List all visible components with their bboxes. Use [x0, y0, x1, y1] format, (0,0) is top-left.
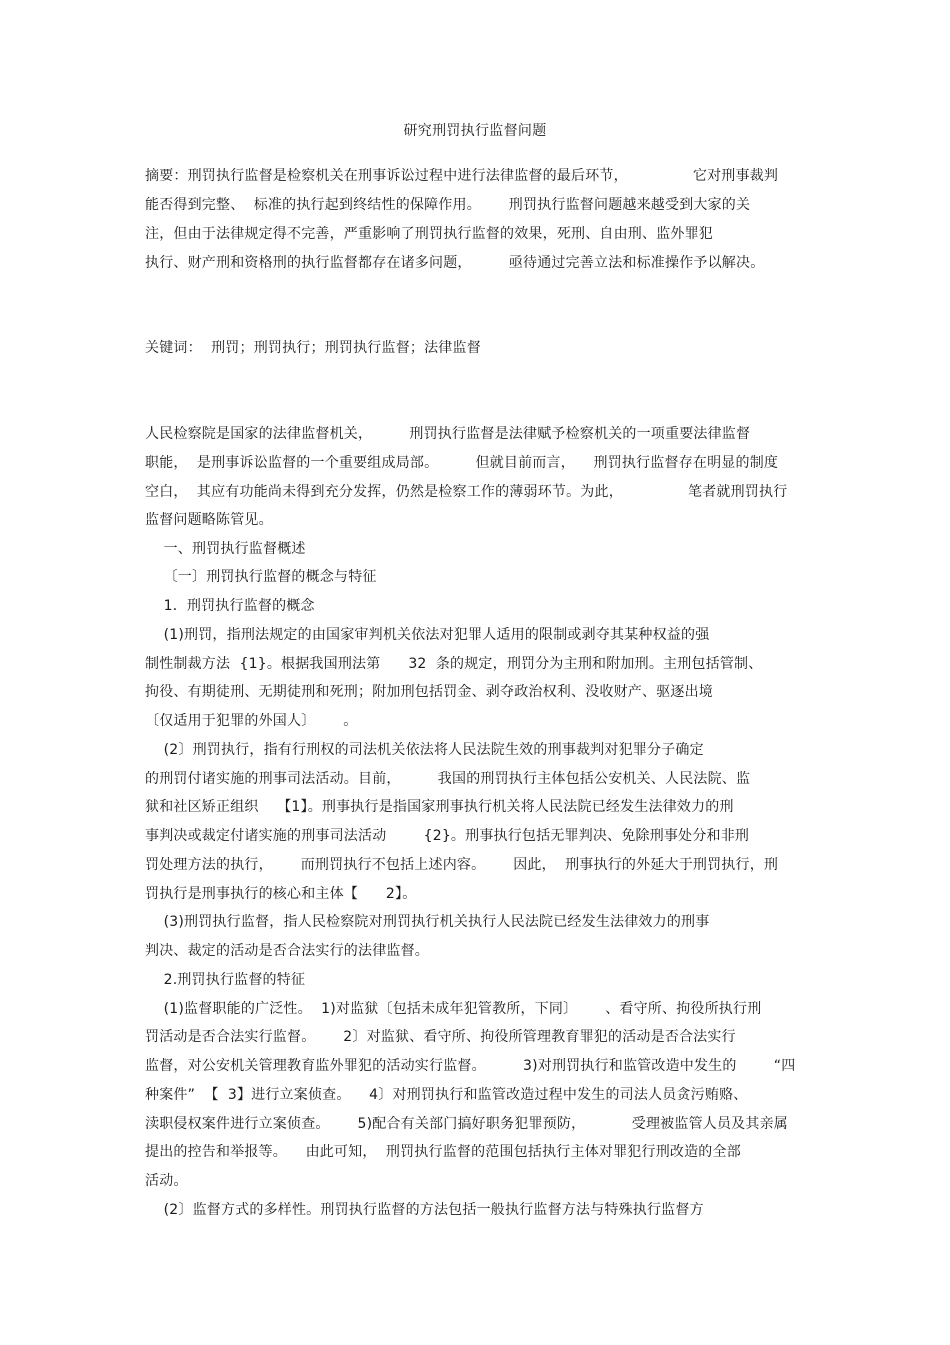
- document-title: 研究刑罚执行监督问题: [403, 123, 547, 139]
- body-line: 提出的控告和举报等。 由此可知， 刑罚执行监督的范围包括执行主体对罪犯行刑改造的全部: [145, 1144, 741, 1160]
- body-line: 〔仅适用于犯罪的外国人〕 。: [145, 713, 358, 729]
- body-line: (1)刑罚，指刑法规定的由国家审判机关依法对犯罪人适用的限制或剥夺其某种权益的强: [145, 627, 710, 643]
- abstract-line: 能否得到完整、 标准的执行起到终结性的保障作用。 刑罚执行监督问题越来越受到大家的关: [145, 197, 751, 213]
- intro-line: 空白， 其应有功能尚未得到充分发挥，仍然是检察工作的薄弱环节。为此， 笔者就刑罚执行: [145, 484, 788, 500]
- body-line: 活动。: [145, 1173, 188, 1189]
- body-line: 种案件” 【 3】进行立案侦查。 4〕对刑罚执行和监管改造过程中发生的司法人员贪污贿赂、: [145, 1087, 748, 1103]
- section-heading: 一、刑罚执行监督概述: [145, 541, 306, 557]
- abstract-line: 注，但由于法律规定得不完善，严重影响了刑罚执行监督的效果，死刑、自由刑、监外罪犯: [145, 226, 713, 242]
- body-line: 拘役、有期徒刑、无期徒刑和死刑；附加刑包括罚金、剥夺政治权利、没收财产、驱逐出境: [145, 684, 713, 700]
- body-line: 罚活动是否合法实行监督。 2〕对监狱、看守所、拘役所管理教育罪犯的活动是否合法实行: [145, 1029, 736, 1045]
- body-line: 渎职侵权案件进行立案侦查。 5)配合有关部门搞好职务犯罪预防， 受理被监管人员及其亲属: [145, 1116, 788, 1132]
- body-line: 监督，对公安机关管理教育监外罪犯的活动实行监督。 3)对刑罚执行和监管改造中发生的 “四: [145, 1058, 796, 1074]
- body-line: 的刑罚付诸实施的刑事司法活动。目前， 我国的刑罚执行主体包括公安机关、人民法院、监: [145, 771, 751, 787]
- item-heading: 1．刑罚执行监督的概念: [145, 598, 315, 614]
- body-line: 制性制裁方法 {1}。根据我国刑法第 32 条的规定，刑罚分为主刑和附加刑。主刑包括管制、: [145, 656, 763, 672]
- body-line: (1)监督职能的广泛性。 1)对监狱〔包括未成年犯管教所，下同〕 、看守所、拘役所执行刑: [145, 1001, 762, 1017]
- body-line: (2〕刑罚执行，指有行刑权的司法机关依法将人民法院生效的刑事裁判对犯罪分子确定: [145, 742, 704, 758]
- abstract-line: 执行、财产刑和资格刑的执行监督都存在诸多问题， 亟待通过完善立法和标准操作予以解决。: [145, 255, 765, 271]
- intro-line: 职能， 是刑事诉讼监督的一个重要组成局部。 但就目前而言， 刑罚执行监督存在明显的制度: [145, 455, 779, 471]
- body-line: 狱和社区矫正组织 【1】。刑事执行是指国家刑事执行机关将人民法院已经发生法律效力的刑: [145, 799, 734, 815]
- item-heading: 2.刑罚执行监督的特征: [145, 972, 306, 988]
- body-line: 判决、裁定的活动是否合法实行的法律监督。: [145, 943, 429, 959]
- body-line: 事判决或裁定付诸实施的刑事司法活动 {2}。刑事执行包括无罪判决、免除刑事处分和非刑: [145, 828, 750, 844]
- body-line: (3)刑罚执行监督，指人民检察院对刑罚执行机关执行人民法院已经发生法律效力的刑事: [145, 914, 710, 930]
- body-line: 罚处理方法的执行， 而刑罚执行不包括上述内容。 因此， 刑事执行的外延大于刑罚执行，刑: [145, 857, 779, 873]
- intro-line: 监督问题略陈管见。: [145, 512, 273, 528]
- keywords-line: 关键词： 刑罚；刑罚执行；刑罚执行监督；法律监督: [145, 340, 481, 356]
- body-line: 罚执行是刑事执行的核心和主体【 2】。: [145, 886, 417, 902]
- body-line: (2〕监督方式的多样性。刑罚执行监督的方法包括一般执行监督方法与特殊执行监督方: [145, 1202, 704, 1218]
- subsection-heading: 〔一〕刑罚执行监督的概念与特征: [145, 569, 377, 585]
- abstract-line: 摘要：刑罚执行监督是检察机关在刑事诉讼过程中进行法律监督的最后环节， 它对刑事裁判: [145, 168, 779, 184]
- intro-line: 人民检察院是国家的法律监督机关， 刑罚执行监督是法律赋予检察机关的一项重要法律监督: [145, 426, 751, 442]
